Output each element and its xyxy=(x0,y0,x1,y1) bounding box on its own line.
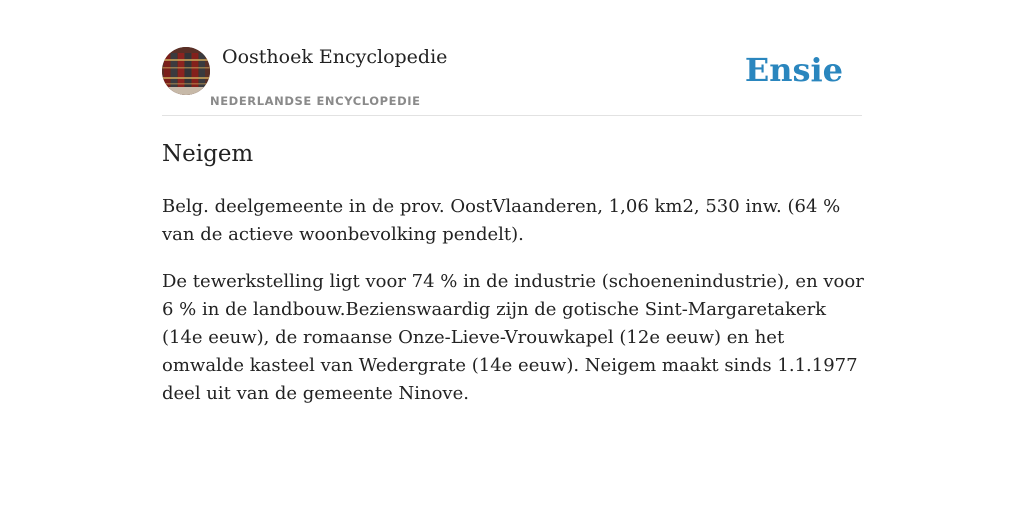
encyclopedia-books-icon[interactable] xyxy=(162,47,210,95)
site-header xyxy=(162,44,862,116)
article-paragraph: De tewerkstelling ligt voor 74 % in de industrie (schoenenindustrie), en voor 6 % in de landbouw.Bezienswaardig zijn de gotische Sint-Margaretakerk (14e eeuw), de romaanse Onze-Lieve-Vrouwkapel (12e eeuw) en het omwalde kasteel van Wedergrate (14e eeuw). Neigem maakt sinds 1.1.1977 deel uit van de gemeente Ninove. xyxy=(162,271,864,404)
article-title: Neigem xyxy=(162,141,254,167)
site-subtitle: NEDERLANDSE ENCYCLOPEDIE xyxy=(210,94,421,108)
ensie-logo-link[interactable]: Ensie xyxy=(744,51,843,89)
article-body xyxy=(162,193,864,408)
article-paragraph: Belg. deelgemeente in de prov. OostVlaanderen, 1,06 km2, 530 inw. (64 % van de actieve woonbevolking pendelt). xyxy=(162,196,841,245)
site-title-link[interactable]: Oosthoek Encyclopedie xyxy=(222,46,448,68)
article xyxy=(162,138,864,408)
